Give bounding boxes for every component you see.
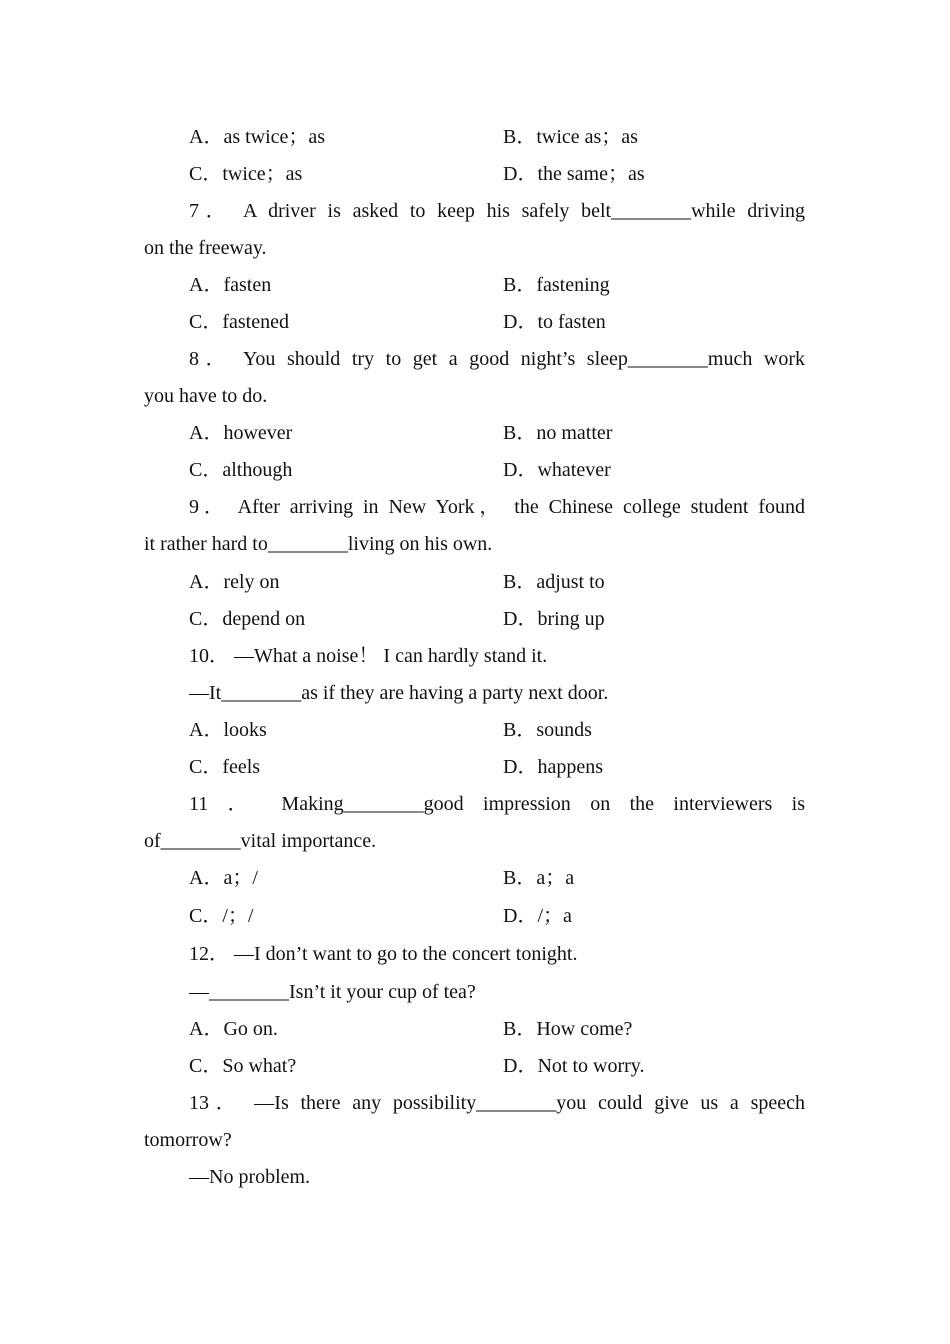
- question-11-text-cont: of________vital importance.: [144, 830, 377, 852]
- option-q8-d: D．whatever: [503, 459, 611, 481]
- option-q6-a: A．as twice；as: [189, 126, 326, 148]
- option-q11-c: C．/；/: [189, 905, 254, 927]
- question-8-text-cont: you have to do.: [144, 385, 268, 407]
- option-q9-d: D．bring up: [503, 608, 605, 630]
- question-9-text-cont: it rather hard to________living on his own.: [144, 533, 493, 555]
- question-10-reply: —It________as if they are having a party next door.: [189, 682, 609, 704]
- question-10-text: 10． —What a noise！ I can hardly stand it.: [189, 645, 548, 667]
- option-q8-c: C．although: [189, 459, 293, 481]
- option-q7-c: C．fastened: [189, 311, 289, 333]
- option-q9-c: C．depend on: [189, 608, 306, 630]
- option-q10-a: A．looks: [189, 719, 267, 741]
- question-7-text: 7． A driver is asked to keep his safely belt________while driving: [189, 200, 805, 222]
- option-q11-a: A．a；/: [189, 867, 258, 889]
- question-13-text-cont: tomorrow?: [144, 1129, 232, 1151]
- option-q10-b: B．sounds: [503, 719, 592, 741]
- question-7-text-cont: on the freeway.: [144, 237, 267, 259]
- option-q10-c: C．feels: [189, 756, 261, 778]
- option-q6-c: C．twice；as: [189, 163, 303, 185]
- option-q8-a: A．however: [189, 422, 293, 444]
- option-q10-d: D．happens: [503, 756, 603, 778]
- question-13-reply: —No problem.: [189, 1166, 311, 1188]
- option-q11-d: D．/；a: [503, 905, 572, 927]
- option-q7-b: B．fastening: [503, 274, 610, 296]
- question-12-text: 12． —I don’t want to go to the concert tonight.: [189, 943, 578, 965]
- option-q9-a: A．rely on: [189, 571, 280, 593]
- question-8-text: 8． You should try to get a good night’s sleep________much work: [189, 348, 805, 370]
- option-q7-d: D．to fasten: [503, 311, 606, 333]
- option-q11-b: B．a；a: [503, 867, 575, 889]
- option-q8-b: B．no matter: [503, 422, 613, 444]
- option-q12-d: D．Not to worry.: [503, 1055, 645, 1077]
- question-13-text: 13． —Is there any possibility________you could give us a speech: [189, 1092, 805, 1114]
- option-q6-d: D．the same；as: [503, 163, 645, 185]
- option-q12-b: B．How come?: [503, 1018, 633, 1040]
- option-q12-a: A．Go on.: [189, 1018, 278, 1040]
- question-9-text: 9． After arriving in New York， the Chinese college student found: [189, 496, 805, 518]
- question-11-text: 11 ． Making________good impression on the interviewers is: [189, 793, 805, 815]
- option-q7-a: A．fasten: [189, 274, 272, 296]
- option-q12-c: C．So what?: [189, 1055, 297, 1077]
- option-q9-b: B．adjust to: [503, 571, 605, 593]
- question-12-reply: —________Isn’t it your cup of tea?: [189, 981, 476, 1003]
- option-q6-b: B．twice as；as: [503, 126, 638, 148]
